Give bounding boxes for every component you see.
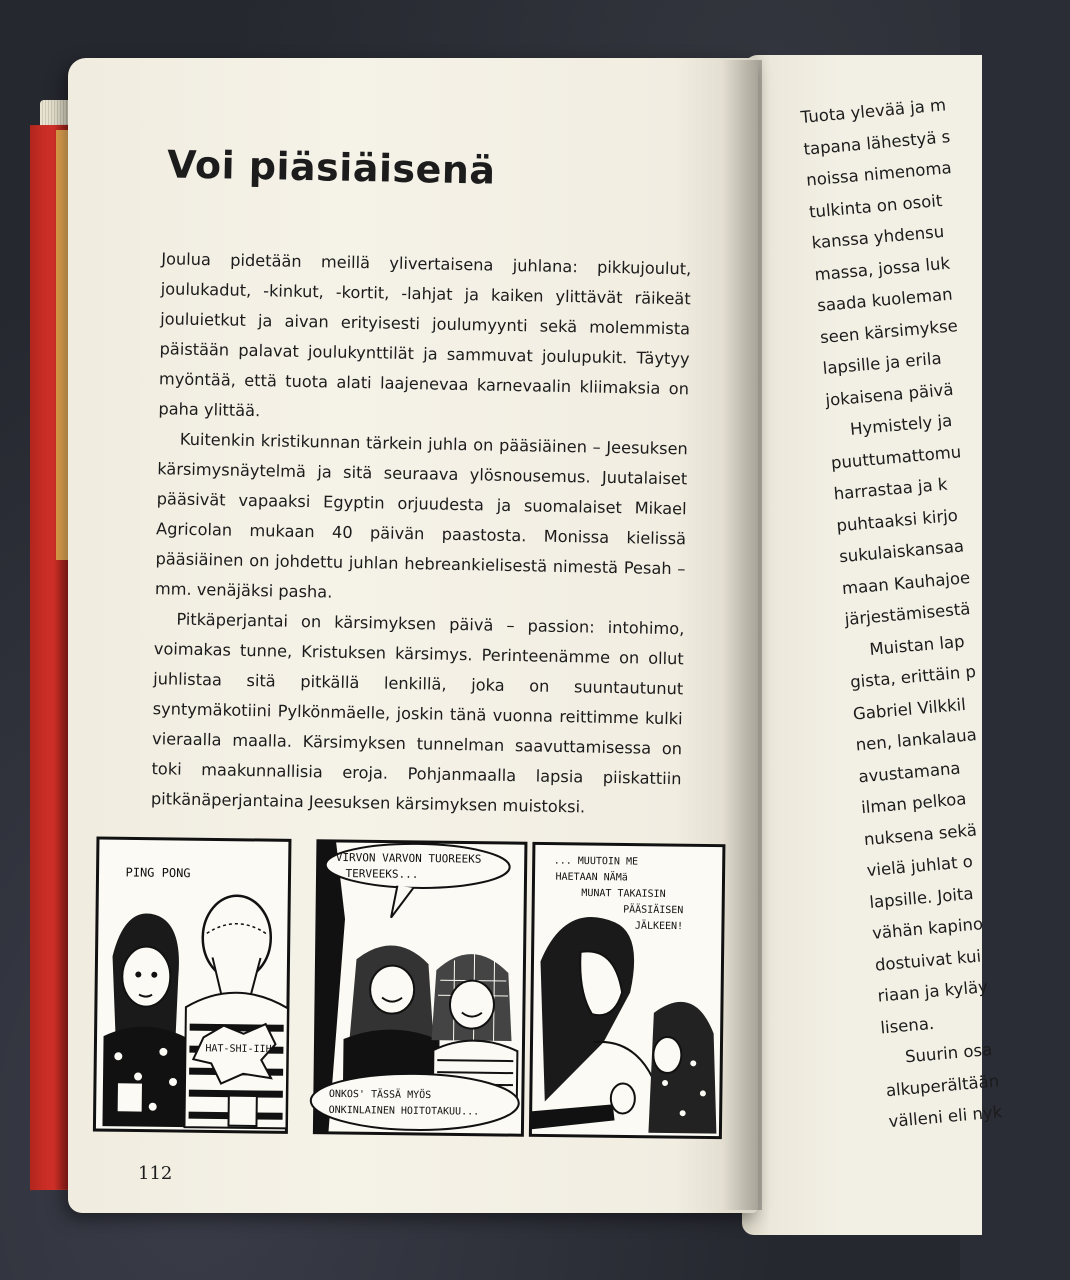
right-line: Muistan lap bbox=[868, 631, 966, 659]
paragraph-1: Joulua pidetään meillä ylivertaisena juhlana: pikkujoulut, joulukadut, -kinkut, -kortit, -lahjat ja kaiken ylittävät räikeät jouluietkut ja aivan erityisesti joulumyynti sekä molemmista päistään palavat joulukynttilät ja sammuvat joulupukit. Täytyy myöntää, että tuota alati laajenevaa karnevaalin kliimaksia on paha ylittää. bbox=[158, 249, 692, 421]
right-line: noissa nimenoma bbox=[805, 158, 953, 190]
right-line: lapsille. Joita bbox=[868, 883, 975, 912]
comic-strip bbox=[92, 836, 726, 1144]
right-line: Suurin osa bbox=[904, 1039, 993, 1067]
speech-jalkeen: JÄLKEEN! bbox=[634, 920, 684, 933]
right-line: vähän kapino bbox=[871, 914, 984, 943]
right-line: lapsille ja erila bbox=[821, 348, 943, 378]
right-line: järjestämisestä bbox=[843, 599, 972, 630]
right-line: alkuperältään bbox=[885, 1070, 1000, 1100]
speech-haetaan: HAETAAN NÄMä bbox=[555, 871, 628, 884]
speech-muutoin: ... MUUTOIN ME bbox=[553, 855, 639, 868]
right-line: nuksena sekä bbox=[863, 819, 978, 849]
ping-pong-text: PING PONG bbox=[125, 865, 191, 881]
page-number: 112 bbox=[138, 1163, 173, 1184]
comic-panel-3 bbox=[530, 843, 724, 1137]
speech-hoitotakuu: ONKINLAINEN HOITOTAKUU... bbox=[328, 1104, 480, 1118]
paragraph-2: Kuitenkin kristikunnan tärkein juhla on pääsiäinen – Jeesuksen kärsimysnäytelmä ja sitä seuraava ylösnousemus. Juutalaiset pääsivät vapaaksi Egyptin orjuudesta ja suomalaiset Mikael Agricolan mukaan 40 päivän paastosta. Monissa kielissä pääsiäinen on johdettu juhlan hebreankielisestä nimestä Pesah – mm. venäjäksi pasha. bbox=[154, 429, 688, 602]
right-line: kanssa yhdensu bbox=[810, 221, 945, 253]
comic-panel-2 bbox=[310, 841, 526, 1136]
right-line: saada kuoleman bbox=[816, 284, 954, 316]
right-line: puuttumattomu bbox=[830, 441, 962, 473]
speech-paasiaisen: PÄÄSIÄISEN bbox=[623, 904, 684, 917]
right-line: riaan ja kyläy bbox=[876, 977, 989, 1006]
right-line: dostuivat kui bbox=[874, 945, 982, 975]
chapter-title: Voi piäsiäisenä bbox=[166, 142, 496, 193]
right-line: Gabriel Vilkkil bbox=[852, 694, 967, 724]
spine-shadow bbox=[722, 60, 762, 1210]
right-line: tulkinta on osoit bbox=[808, 190, 943, 222]
speech-munat: MUNAT TAKAISIN bbox=[581, 887, 666, 900]
paragraph-3: Pitkäperjantai on kärsimyksen päivä – passion: intohimo, voimakas tunne, Kristuksen kärsimys. Perinteenämme on ollut juhlistaa sitä pitkällä lenkillä, joka on suuntautunut syntymäkotiini Pylkönmäelle, joskin tänä vuonna reittimme kulki vieraalla maalla. Kärsimyksen tunnelman saavuttamisessa on toki maakunnallisia eroja. Pohjanmaalla lapsia piiskattiin pitkänäperjantaina Jeesuksen kärsimyksen muistoksi. bbox=[150, 609, 685, 817]
right-line: jokaisena päivä bbox=[824, 379, 955, 410]
sneeze-text: HAT-SHI-IIH bbox=[205, 1043, 272, 1056]
comic-panel-1 bbox=[94, 838, 290, 1132]
speech-terveeks: TERVEEKS... bbox=[345, 867, 419, 881]
right-line: harrastaa ja k bbox=[832, 474, 949, 504]
right-line: Tuota ylevää ja m bbox=[800, 95, 947, 127]
right-line: gista, erittäin p bbox=[849, 661, 977, 692]
right-line: välleni eli nyk bbox=[887, 1102, 1003, 1132]
easter-egg bbox=[611, 1083, 635, 1113]
speech-virvon: VIRVON VARVON TUOREEKS bbox=[335, 850, 482, 866]
right-line: tapana lähestyä s bbox=[802, 126, 951, 159]
right-line: sukulaiskansaa bbox=[838, 536, 965, 567]
right-line: seen kärsimykse bbox=[819, 315, 959, 347]
right-line: vielä juhlat o bbox=[865, 851, 974, 881]
right-line: lisena. bbox=[879, 1013, 935, 1037]
right-line: ilman pelkoa bbox=[860, 789, 968, 818]
right-line: nen, lankalaua bbox=[854, 725, 978, 755]
right-line: Hymistely ja bbox=[849, 410, 953, 439]
left-page-content bbox=[137, 120, 698, 824]
right-line: puhtaaksi kirjo bbox=[835, 505, 959, 535]
right-line: maan Kauhajoe bbox=[841, 567, 971, 598]
right-line: massa, jossa luk bbox=[813, 253, 951, 284]
speech-onkos: ONKOS' TÄSSÄ MYÖS bbox=[328, 1088, 432, 1102]
right-line: avustamana bbox=[857, 758, 962, 786]
